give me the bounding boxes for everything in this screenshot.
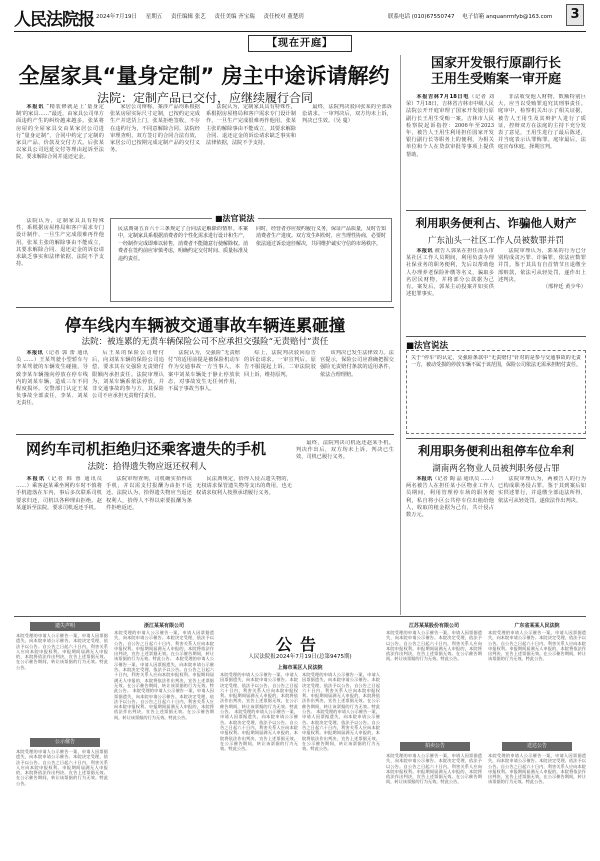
notices-title: 公告 xyxy=(275,635,324,654)
story6-column-1 xyxy=(406,476,494,612)
comment2-text: 关于“停车”的认定，交强险条款中“无责赔付”针对的是参与交通事故的无责一方，被动受损的停放车辆不属于该范围，保险公司依法无需承担赔付责任。 xyxy=(411,355,581,369)
comment2-top-rule xyxy=(406,336,586,337)
story1-judge-comment-right: 同时，经营者亦应按约履行义务，保证产品质量，及时告知消费者生产进度。双方发生纠纷时，应当理性协商，必要时依法通过诉讼途径解决，共同维护诚实守信的市场秩序。 xyxy=(256,226,386,247)
newspaper-logo: 人民法院报 xyxy=(14,10,94,30)
notices-subtitle: 人民法院报2024年7月19日(总第9475期) xyxy=(248,654,352,660)
notice-column-5 xyxy=(386,630,482,738)
story1-text-3: 法院认为，定制家具具有特殊性，系根据房屋格局和客户需求专门设计制作，一旦生产完成很难再作他用。张某主张的解除事由不能成立，其要求解除合同、退还定金的诉讼请求缺乏事实和法律依据，法院不予支持。 xyxy=(206,104,296,147)
story5-text-3: 民法典规定，拾得人侵占遗失物的，无权请求保管遗失物等支出的费用，也无权请求权利人按照承诺履行义务。 xyxy=(196,476,292,497)
story4-top-rule xyxy=(16,307,394,308)
notice-tag-3: 拍卖公告 xyxy=(400,742,470,751)
story4-column-1 xyxy=(16,350,88,430)
notice-text-4b: 本院受理的申请人公示催告一案，申请人因票据遗失，向本院申请公示催告。本院决定受理，依法予以公告。自公告之日起六十日内，利害关系人应向本院申报权利。申报期间届满无人申报的，本院将依法作出判决，宣告上述票据无效。在公示催告期间，转让该票据的行为无效。特此公告。 xyxy=(302,709,380,752)
story4-column-5 xyxy=(320,350,394,430)
story4-text-4: 综上，法院判决驳回原告的诉讼请求。一审宣判后，原告不服提起上诉，二审法院驳回上诉，维持原判。 xyxy=(244,350,316,378)
responsible-designer: 责任美编 齐宝瑞 xyxy=(214,14,255,20)
issue-date: 2024年7月19日 xyxy=(96,14,137,20)
story3-headline: 利用职务便利占、诈骗他人财产 xyxy=(415,216,577,230)
page-number: 3 xyxy=(566,4,584,26)
story1-column-3 xyxy=(206,104,296,214)
story3-subhead: 广东汕头一社区工作人员被数罪并罚 xyxy=(427,236,564,246)
story5-text-4: 最终，法院判决司机返还赵某手机。判决作出后，双方均未上诉，判决已生效，司机已履行义务。 xyxy=(296,440,394,461)
notice-column-2 xyxy=(114,630,214,853)
story2-byline: 本报吉林7月18日电 xyxy=(416,94,470,100)
story6-text-2: 法院审理认为，两被告人的行为已构成职务侵占罪。鉴于其到案后如实供述罪行，并退缴全部违法所得，依法可从轻处罚，遂依法作出判决。 xyxy=(498,476,586,504)
notice-text-3b: 本院受理的申请人公示催告一案，申请人因票据遗失，向本院申请公示催告。本院决定受理，依法予以公告。自公告之日起六十日内，利害关系人应向本院申报权利。申报期间届满无人申报的，本院将依法作出判决，宣告上述票据无效。在公示催告期间，转让该票据的行为无效。特此公告。 xyxy=(220,709,298,752)
story1-text-2: 家居公司辩称，案涉产品均系根据张某房屋实际尺寸定制，已按约定完成生产并送货上门，张某拒绝签收，不存在违约行为，不同意解除合同。法院经审理查明，双方签订的合同合法有效，家居公司已按期完成定制产品的交付义务。 xyxy=(110,104,200,154)
story5-top-rule xyxy=(16,434,394,435)
story6-headline: 利用职务便利出租停车位牟利 xyxy=(417,444,574,458)
notice-text-4: 本院受理的申请人公示催告一案，申请人因票据遗失，向本院申请公示催告。本院决定受理，依法予以公告。自公告之日起六十日内，利害关系人应向本院申报权利。申报期间届满无人申报的，本院将依法作出判决，宣告上述票据无效。在公示催告期间，转让该票据的行为无效。特此公告。 xyxy=(302,672,380,715)
story6-column-2 xyxy=(498,476,586,612)
story4-text-5: 该判决已发生法律效力。法官提示，保险公司应准确把握交强险无责赔付条款的适用条件，依法合理理赔。 xyxy=(320,350,394,378)
notice-tag-1: 遗失声明 xyxy=(30,622,100,631)
story3-text-2: 法院审理认为，郭某的行为已分别构成贪污罪、诈骗罪，依法应数罪并罚。鉴于其具有自首情节且退缴全部赃款，依法可从轻处罚，遂作出上述判决。 xyxy=(498,248,586,283)
story1-judge-comment-left: 民法典第五百六十三条规定了合同法定解除的情形。本案中，定制家具系根据消费者的个性化需求进行设计和生产，一经制作完成即难以转售，消费者不能随意行使解除权。消费者在签约前应审慎考虑，明确约定交付时间、质量标准及违约责任。 xyxy=(118,226,248,262)
notice-column-5b xyxy=(386,753,482,853)
story1-column-4 xyxy=(302,104,392,214)
story5-subhead: 法院：拾得遗失物应返还权利人 xyxy=(87,462,207,472)
notice-column-1 xyxy=(16,633,108,733)
notice-head-3: 江苏某某股份有限公司 xyxy=(408,623,459,629)
story1-text-1: “精装修就是上‘量身定制’的家具……”最近，由家具公司单方面违约产生的纠纷越来越多。张某将房屋的全屋家具交由某家居公司进行“量身定制”，合同中约定了定制的家具产品、价款及交付方式。后张某以家具公司迟延交付等理由起诉至法院，要求解除合同并退还定金。 xyxy=(16,104,104,161)
story5-text-1: （记者 韩 蓉 通讯员 ……）乘客赵某乘坐网约车时不慎将手机遗落在车内，事后多次联系司机要求归还，司机以各种理由拒绝。赵某遂诉至法院，要求司机返还手机。 xyxy=(16,476,102,511)
notice-text-5: 本院受理的申请人公示催告一案，申请人因票据遗失，向本院申请公示催告。本院决定受理，依法予以公告。自公告之日起六十日内，利害关系人应向本院申报权利。申报期间届满无人申报的，本院将依法作出判决，宣告上述票据无效。在公示催告期间，转让该票据的行为无效。特此公告。 xyxy=(386,630,482,662)
notice-column-6b xyxy=(488,753,586,853)
story4-headline: 停车线内车辆被交通事故车辆连累砸撞 xyxy=(64,316,346,335)
story4-byline: 本报讯 xyxy=(26,350,44,356)
story2-column-1 xyxy=(406,94,494,206)
notice-column-4 xyxy=(302,672,380,853)
story5-column-4 xyxy=(296,440,394,612)
story1-subhead: 法院：定制产品已交付，应继续履行合同 xyxy=(96,91,313,105)
story2-headline: 国家开发银行原副行长 王用生受贿案一审开庭 xyxy=(430,56,561,87)
story4-text-2: 后王某的保险公司赔付后，向刘某车辆的保险公司追偿，要求其在交强险无责赔付限额内承担责任。法院审理认为，刘某车辆系依法停放，并非交通事故的参与方，其保险公司不应承担无责赔付责任。 xyxy=(92,350,164,400)
responsible-editor: 责任编辑 张艺 xyxy=(171,14,206,20)
issue-weekday: 星期五 xyxy=(145,14,163,20)
story2-text-1: （记者 刘 荣）7月18日，吉林省吉林市中级人民法院公开开庭审理了国家开发银行原副行长王用生受贿一案。吉林市人民检察院起诉指控：2006年至2023年，被告人王用生利用担任国家开发银行副行长等职务上的便利，为相关单位和个人在贷款审批等事项上提供帮助。 xyxy=(406,94,494,158)
notice-text-1: 本院受理的申请人公示催告一案，申请人因票据遗失，向本院申请公示催告。本院决定受理，依法予以公告。自公告之日起六十日内，利害关系人应向本院申报权利。申报期间届满无人申报的，本院将依法作出判决，宣告上述票据无效。在公示催告期间，转让该票据的行为无效。特此公告。 xyxy=(16,633,108,670)
story6-subhead: 湖南两名物业人员被判职务侵占罪 xyxy=(432,464,560,474)
story3-column-1 xyxy=(406,248,494,334)
story6-byline: 本报讯 xyxy=(416,476,433,482)
story3-column-2 xyxy=(498,248,586,334)
story4-column-4 xyxy=(244,350,316,430)
story6-top-rule xyxy=(406,438,586,439)
story2-text-2: 非法收受他人财物，数额特别巨大，应当以受贿罪追究其刑事责任。庭审中，检察机关出示了相关证据，被告人王用生及其辩护人进行了质证，控辩双方在法庭的主持下充分发表了意见，王用生进行了最后陈述，并当庭表示认罪悔罪。庭审最后，法庭宣布休庭，择期宣判。 xyxy=(498,94,586,151)
story4-column-3 xyxy=(168,350,240,430)
contact-email: 电子信箱 anquanrmfyb@163.com xyxy=(462,14,553,20)
masthead xyxy=(14,4,586,30)
notice-tag-2: 公示催告 xyxy=(30,738,100,747)
notice-column-3 xyxy=(220,672,298,853)
notice-head-4: 广东省某某人民法院 xyxy=(514,623,560,629)
story4-text-1: （记者 郭 蕾 通讯员 ……）王某驾驶小型轿车与李某驾驶的车辆发生碰撞，导致李某车辆撞向停放在停车线内的刘某车辆，造成三车不同程度损坏。交警部门认定王某负事故全部责任，李某、刘某无责任。 xyxy=(16,350,88,407)
story5-column-3 xyxy=(196,476,292,612)
notice-text-2c: 本院受理的申请人公示催告一案，申请人因票据遗失，向本院申请公示催告。本院决定受理，依法予以公告。自公告之日起六十日内，利害关系人应向本院申报权利。申报期间届满无人申报的，本院将依法作出判决，宣告上述票据无效。在公示催告期间，转让该票据的行为无效。特此公告。 xyxy=(114,688,214,720)
masthead-rule xyxy=(14,31,586,32)
notice-text-3: 本院受理的申请人公示催告一案，申请人因票据遗失，向本院申请公示催告。本院决定受理，依法予以公告。自公告之日起六十日内，利害关系人应向本院申报权利。申报期间届满无人申报的，本院将依法作出判决，宣告上述票据无效。在公示催告期间，转让该票据的行为无效。特此公告。 xyxy=(220,672,298,715)
story1-column-1 xyxy=(16,104,104,214)
notices-top-rule xyxy=(14,616,586,617)
story1-headline: 全屋家具“量身定制” 房主中途诉请解约 xyxy=(18,64,390,88)
story6-text-1: （记者 陶 晶 通讯员 ……）两名被告人在担任某小区物业工作人员期间，利用管理停车场的职务便利，私自将小区公共停车位出租给他人，收取的租金据为己有，共计侵占数万元。 xyxy=(406,476,494,519)
notice-text-2: 本院受理的申请人公示催告一案，申请人因票据遗失，向本院申请公示催告。本院决定受理，依法予以公告。自公告之日起六十日内，利害关系人应向本院申报权利。申报期间届满无人申报的，本院将依法作出判决，宣告上述票据无效。在公示催告期间，转让该票据的行为无效。特此公告。 xyxy=(114,630,214,662)
issue-info xyxy=(96,12,311,20)
story5-text-2: 法院审理查明，司机确实拾得该手机，并以需支付报酬为由拒不返还。法院认为，拾得遗失物应当返还权利人，拾得人不得以索要报酬为条件拒绝返还。 xyxy=(106,476,192,511)
notice-column-6 xyxy=(488,630,586,738)
story2-divider xyxy=(406,210,586,211)
column-divider xyxy=(400,55,401,615)
story1-column-1b xyxy=(16,218,104,302)
section-tag: 【现在开庭】 xyxy=(248,35,352,52)
comment2-title: ■法官说法 xyxy=(406,341,449,351)
notice-text-5b: 本院受理的申请人公示催告一案，申请人因票据遗失，向本院申请公示催告。本院决定受理，依法予以公告。自公告之日起六十日内，利害关系人应向本院申报权利。申报期间届满无人申报的，本院将依法作出判决，宣告上述票据无效。在公示催告期间，转让该票据的行为无效。特此公告。 xyxy=(386,753,482,785)
story5-column-1 xyxy=(16,476,102,612)
contact-info xyxy=(388,12,558,20)
story3-byline: 本报讯 xyxy=(416,248,433,254)
story4-text-3: 法院认为，交强险“无责赔付”的适用前提是被保险机动车作为交通事故一方当事人，本案中刘某车辆处于静止停放状态，对事故发生无任何作用，不属于事故当事人。 xyxy=(168,350,240,393)
story5-byline: 本报讯 xyxy=(26,476,46,482)
notice-text-6b: 本院受理的申请人公示催告一案，申请人因票据遗失，向本院申请公示催告。本院决定受理，依法予以公告。自公告之日起六十日内，利害关系人应向本院申报权利。申报期间届满无人申报的，本院将依法作出判决，宣告上述票据无效。在公示催告期间，转让该票据的行为无效。特此公告。 xyxy=(488,753,586,785)
story5-headline: 网约车司机拒绝归还乘客遗失的手机 xyxy=(25,440,266,458)
notice-text-1b: 本院受理的申请人公示催告一案，申请人因票据遗失，向本院申请公示催告。本院决定受理，依法予以公告。自公告之日起六十日内，利害关系人应向本院申报权利。申报期间届满无人申报的，本院将依法作出判决，宣告上述票据无效。在公示催告期间，转让该票据的行为无效。特此公告。 xyxy=(16,749,108,786)
responsible-proofreader: 责任校对 董楚玥 xyxy=(263,14,304,20)
story4-subhead: 法院：被连累的无责车辆保险公司不应承担交强险“无责赔付”责任 xyxy=(81,337,329,347)
notice-column-1b xyxy=(16,749,108,853)
story3-text-1: 被告人郭某在担任汕头市某社区工作人员期间，利用负责办理社保业务的职务便利，先后以帮助他人办理养老保险补缴等名义，骗取多名居民财物，并将部分公款据为己有。案发后，郭某主动投案并如实供述犯罪事实。 xyxy=(406,248,494,298)
story2-column-2 xyxy=(498,94,586,206)
notice-tag-4: 送达公告 xyxy=(502,742,572,751)
story3-credit: （邢梓廷 黄少华） xyxy=(542,284,586,291)
notice-head-2: 上海市某区人民法院 xyxy=(277,665,323,671)
story4-column-2 xyxy=(92,350,164,430)
story5-column-2 xyxy=(106,476,192,612)
notice-text-2b: 本院受理的申请人公示催告一案，申请人因票据遗失，向本院申请公示催告。本院决定受理，依法予以公告。自公告之日起六十日内，利害关系人应向本院申报权利。申报期间届满无人申报的，本院将依法作出判决，宣告上述票据无效。在公示催告期间，转让该票据的行为无效。特此公告。 xyxy=(114,656,214,694)
notice-text-6: 本院受理的申请人公示催告一案，申请人因票据遗失，向本院申请公示催告。本院决定受理，依法予以公告。自公告之日起六十日内，利害关系人应向本院申报权利。申报期间届满无人申报的，本院将依法作出判决，宣告上述票据无效。在公示催告期间，转让该票据的行为无效。特此公告。 xyxy=(488,630,586,662)
story1-text-1b: 法院认为，定制家具具有特殊性，系根据房屋格局和客户需求专门设计制作，一旦生产完成很难再作他用。张某主张的解除事由不能成立，其要求解除合同、退还定金的诉讼请求缺乏事实和法律依据，法院不予支持。 xyxy=(16,218,104,268)
story1-byline: 本报讯 xyxy=(26,104,44,110)
contact-phone: 联系电话 (010)67550747 xyxy=(388,14,455,20)
story1-text-4: 最终，法院判决驳回张某的全部诉讼请求。一审判决后，双方均未上诉，判决已生效。（吴 蔓） xyxy=(302,104,392,125)
story1-column-2 xyxy=(110,104,200,214)
notice-head-1: 浙江某某有限公司 xyxy=(143,623,184,629)
story1-judge-comment-title: ■法官说法 xyxy=(212,213,258,224)
